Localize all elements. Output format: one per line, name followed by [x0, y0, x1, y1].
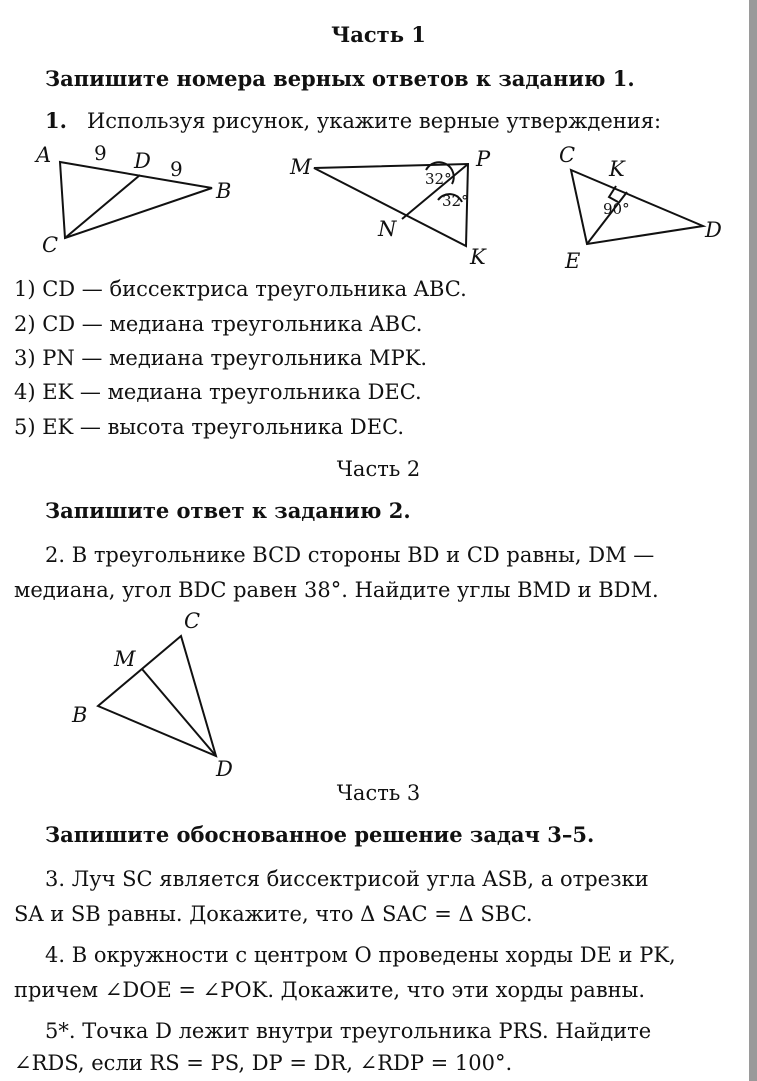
task1-number: 1.: [45, 108, 67, 133]
label-angle-1: 32°: [425, 170, 452, 188]
label-c: C: [559, 143, 576, 167]
part3-instruction: Запишите обоснованное решение задач 3–5.: [45, 822, 595, 847]
task5-line-2: ∠RDS, если RS = PS, DP = DR, ∠RDP = 100°.: [14, 1051, 513, 1075]
part1-title: Часть 1: [331, 22, 426, 47]
segment-dm: [142, 669, 216, 756]
label-p: P: [476, 147, 491, 171]
label-d: D: [216, 757, 233, 781]
label-b: B: [216, 179, 232, 203]
triangle-dec-shape: [571, 170, 703, 244]
label-ad-length: 9: [94, 141, 107, 165]
figure-triangle-mpk: [280, 142, 520, 272]
figure-triangle-bcd: [66, 608, 256, 788]
task2-line-2: медиана, угол BDC равен 38°. Найдите углы BMD и BDM.: [14, 578, 659, 602]
label-angle-2: 32°: [442, 192, 469, 210]
part3-title: Часть 3: [336, 781, 421, 805]
task4-line-1: 4. В окружности с центром O проведены хорды DE и PK,: [45, 943, 676, 967]
label-b: B: [72, 703, 88, 727]
task1-statement: Используя рисунок, укажите верные утверждения:: [86, 109, 662, 133]
page-edge-shadow: [749, 0, 757, 1081]
label-k: K: [470, 245, 486, 269]
part2-instruction: Запишите ответ к заданию 2.: [45, 498, 411, 523]
task1-option-3: 3) PN — медиана треугольника MPK.: [14, 346, 428, 370]
label-n: N: [378, 217, 397, 241]
label-db-length: 9: [170, 157, 183, 181]
label-d: D: [134, 149, 151, 173]
task5-line-1: 5*. Точка D лежит внутри треугольника PRS. Найдите: [45, 1019, 652, 1043]
figure-triangle-abc: [30, 140, 250, 260]
task1-option-4: 4) EK — медиана треугольника DEC.: [14, 380, 422, 404]
part2-title: Часть 2: [336, 457, 421, 481]
task1-option-2: 2) CD — медиана треугольника ABC.: [14, 312, 423, 336]
segment-cd: [65, 175, 140, 238]
part1-instruction: Запишите номера верных ответов к заданию 1.: [45, 66, 635, 91]
task3-line-2: SA и SB равны. Докажите, что Δ SAC = Δ SBC.: [14, 902, 533, 926]
label-m: M: [114, 647, 136, 671]
figure-triangle-dec: [545, 140, 745, 275]
label-d: D: [705, 218, 722, 242]
task1-option-1: 1) CD — биссектриса треугольника ABC.: [14, 277, 467, 301]
task1-option-5: 5) EK — высота треугольника DEC.: [14, 415, 405, 439]
triangle-abc-shape: [60, 162, 212, 238]
label-k: K: [609, 157, 625, 181]
label-e: E: [565, 249, 581, 273]
task4-line-2: причем ∠DOE = ∠POK. Докажите, что эти хорды равны.: [14, 978, 646, 1002]
task1-text: [45, 108, 661, 134]
label-a: A: [36, 143, 52, 167]
label-c: C: [184, 609, 201, 633]
label-right-angle: 90°: [603, 200, 630, 218]
task2-line-1: 2. В треугольнике BCD стороны BD и CD равны, DM —: [45, 543, 655, 567]
task3-line-1: 3. Луч SC является биссектрисой угла ASB, а отрезки: [45, 867, 649, 891]
label-m: M: [290, 155, 312, 179]
label-c: C: [42, 233, 59, 257]
